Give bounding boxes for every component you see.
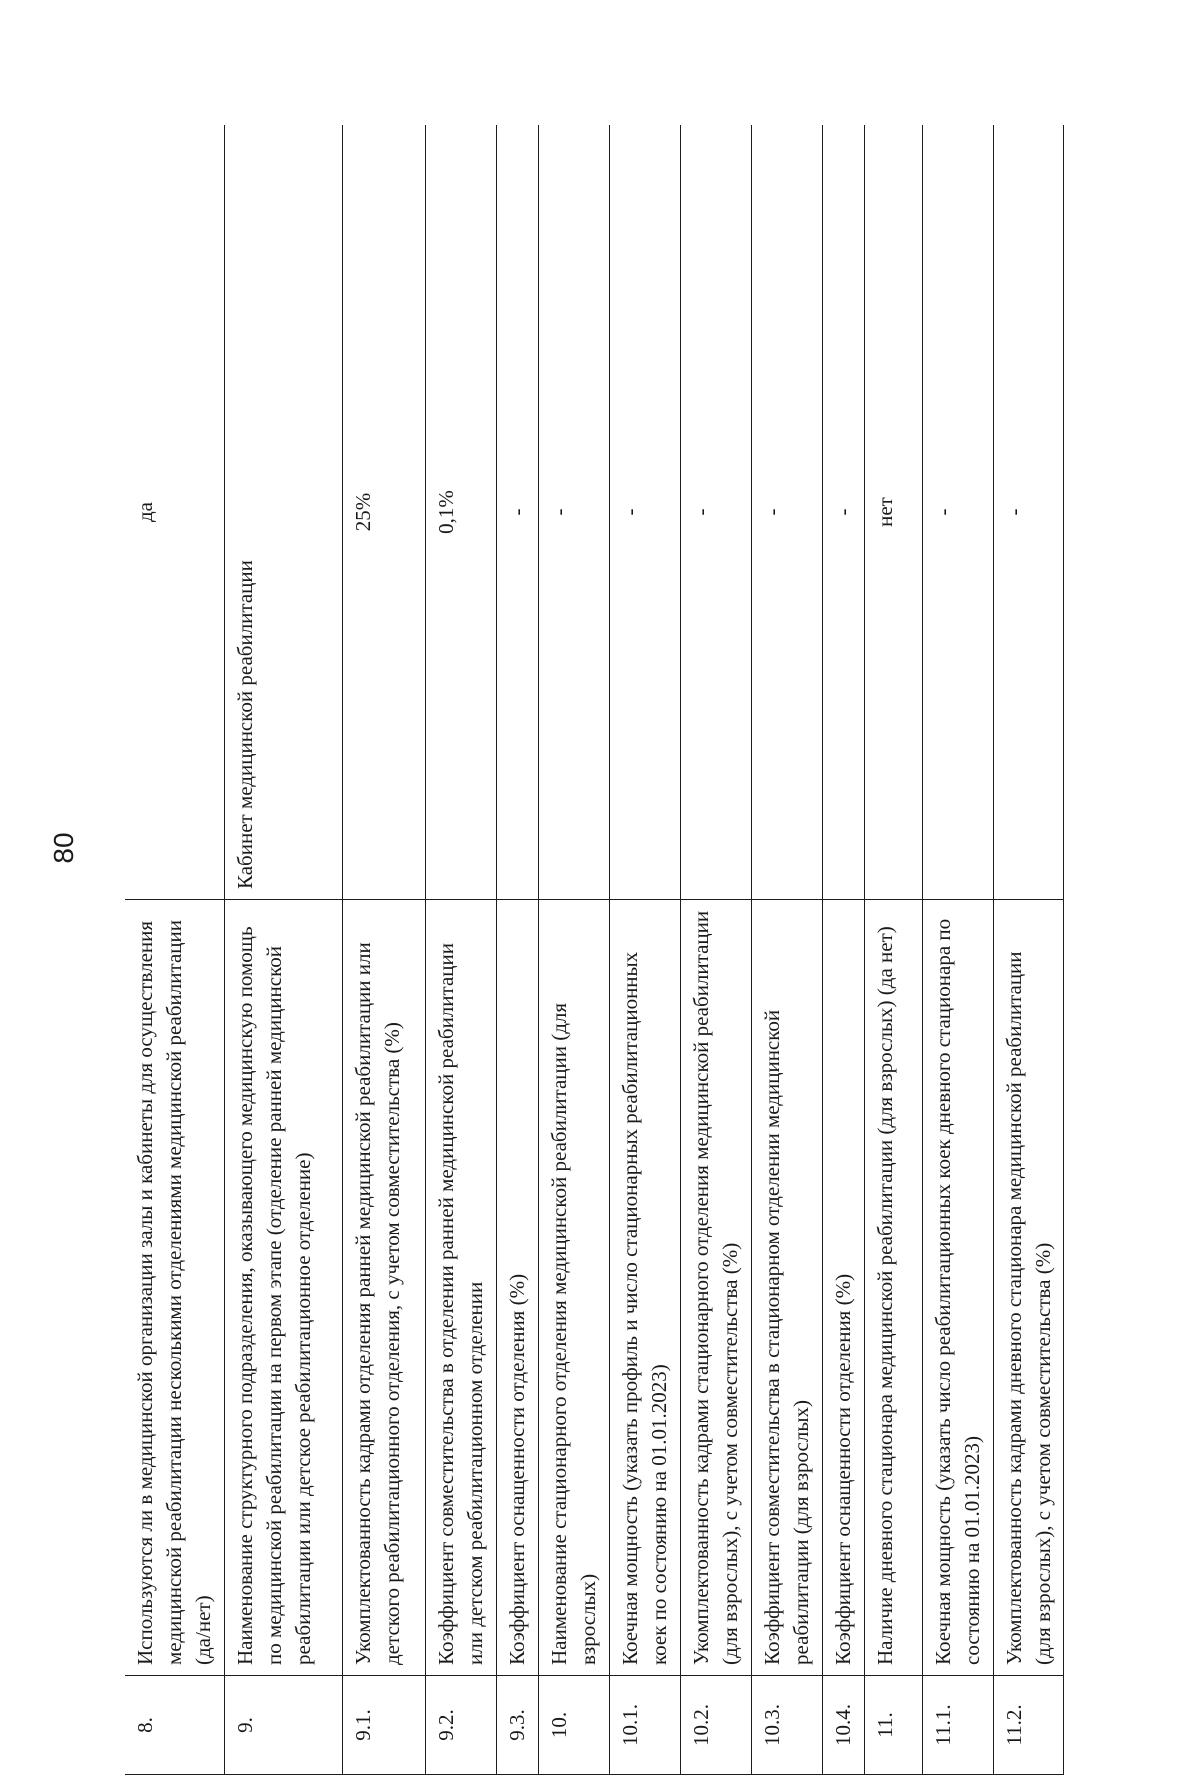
table-row-9 xyxy=(224,125,342,1775)
page-number: 80 xyxy=(48,832,79,864)
table-row-9-2 xyxy=(425,125,496,1775)
table-row-9-1 xyxy=(342,125,425,1775)
indicator-value: нет xyxy=(864,125,922,900)
indicator-value: - xyxy=(609,125,680,900)
indicator-value: да xyxy=(125,125,224,900)
indicator-name: Используются ли в медицинской организации залы и кабинеты для осуществления медицинской реабилитации несколькими отделениями медицинской реабилитации (да/нет) xyxy=(125,900,224,1676)
indicator-name: Коэффициент совместительства в отделении ранней медицинской реабилитации или детском реабилитационном отделении xyxy=(425,900,496,1676)
indicator-name: Коэффициент совместительства в стационарном отделении медицинской реабилитации (для взрослых) xyxy=(751,900,822,1676)
indicator-value: - xyxy=(822,125,864,900)
indicator-name: Коечная мощность (указать число реабилитационных коек дневного стационара по состоянию на 01.01.2023) xyxy=(922,900,993,1676)
row-number: 10.2. xyxy=(680,1676,751,1775)
rotated-table-container xyxy=(125,125,1055,1775)
table-row-10-2 xyxy=(680,125,751,1775)
row-number: 11.1. xyxy=(922,1676,993,1775)
indicator-value: - xyxy=(538,125,609,900)
table-row-10-3 xyxy=(751,125,822,1775)
indicator-value: - xyxy=(751,125,822,900)
indicator-name: Коэффициент оснащенности отделения (%) xyxy=(822,900,864,1676)
row-number: 11.2. xyxy=(993,1676,1064,1775)
row-number: 10.4. xyxy=(822,1676,864,1775)
table-row-10-1 xyxy=(609,125,680,1775)
table-row-9-3 xyxy=(496,125,538,1775)
indicator-name: Коэффициент оснащенности отделения (%) xyxy=(496,900,538,1676)
indicator-value: - xyxy=(680,125,751,900)
indicator-name: Укомплектованность кадрами отделения ранней медицинской реабилитации или детского реабилитационного отделения, с учетом совместительства (%) xyxy=(342,900,425,1676)
indicator-value: - xyxy=(496,125,538,900)
indicator-name: Коечная мощность (указать профиль и число стационарных реабилитационных коек по состоянию на 01.01.2023) xyxy=(609,900,680,1676)
row-number: 9. xyxy=(224,1676,342,1775)
table-row-11 xyxy=(864,125,922,1775)
indicator-value: 25% xyxy=(342,125,425,900)
row-number: 10. xyxy=(538,1676,609,1775)
indicator-name: Наличие дневного стационара медицинской реабилитации (для взрослых) (да нет) xyxy=(864,900,922,1676)
row-number: 8. xyxy=(125,1676,224,1775)
table-row-10 xyxy=(538,125,609,1775)
table-row-10-4 xyxy=(822,125,864,1775)
indicator-name: Укомплектованность кадрами стационарного отделения медицинской реабилитации (для взрослых), с учетом совместительства (%) xyxy=(680,900,751,1676)
indicator-value: Кабинет медицинской реабилитации xyxy=(224,125,342,900)
table-row-8 xyxy=(125,125,224,1775)
indicator-name: Укомплектованность кадрами дневного стационара медицинской реабилитации (для взрослых), с учетом совместительства (%) xyxy=(993,900,1064,1676)
indicator-value: - xyxy=(922,125,993,900)
row-number: 10.3. xyxy=(751,1676,822,1775)
indicator-name: Наименование стационарного отделения медицинской реабилитации (для взрослых) xyxy=(538,900,609,1676)
row-number: 9.1. xyxy=(342,1676,425,1775)
table-row-11-2 xyxy=(993,125,1064,1775)
rehabilitation-indicators-table xyxy=(125,125,1064,1775)
row-number: 11. xyxy=(864,1676,922,1775)
row-number: 9.2. xyxy=(425,1676,496,1775)
row-number: 10.1. xyxy=(609,1676,680,1775)
indicator-name: Наименование структурного подразделения, оказывающего медицинскую помощь по медицинской реабилитации на первом этапе (отделение ранней медицинской реабилитации или детское реабилитационное отделение) xyxy=(224,900,342,1676)
table-row-11-1 xyxy=(922,125,993,1775)
row-number: 9.3. xyxy=(496,1676,538,1775)
indicator-value: - xyxy=(993,125,1064,900)
indicator-value: 0,1% xyxy=(425,125,496,900)
